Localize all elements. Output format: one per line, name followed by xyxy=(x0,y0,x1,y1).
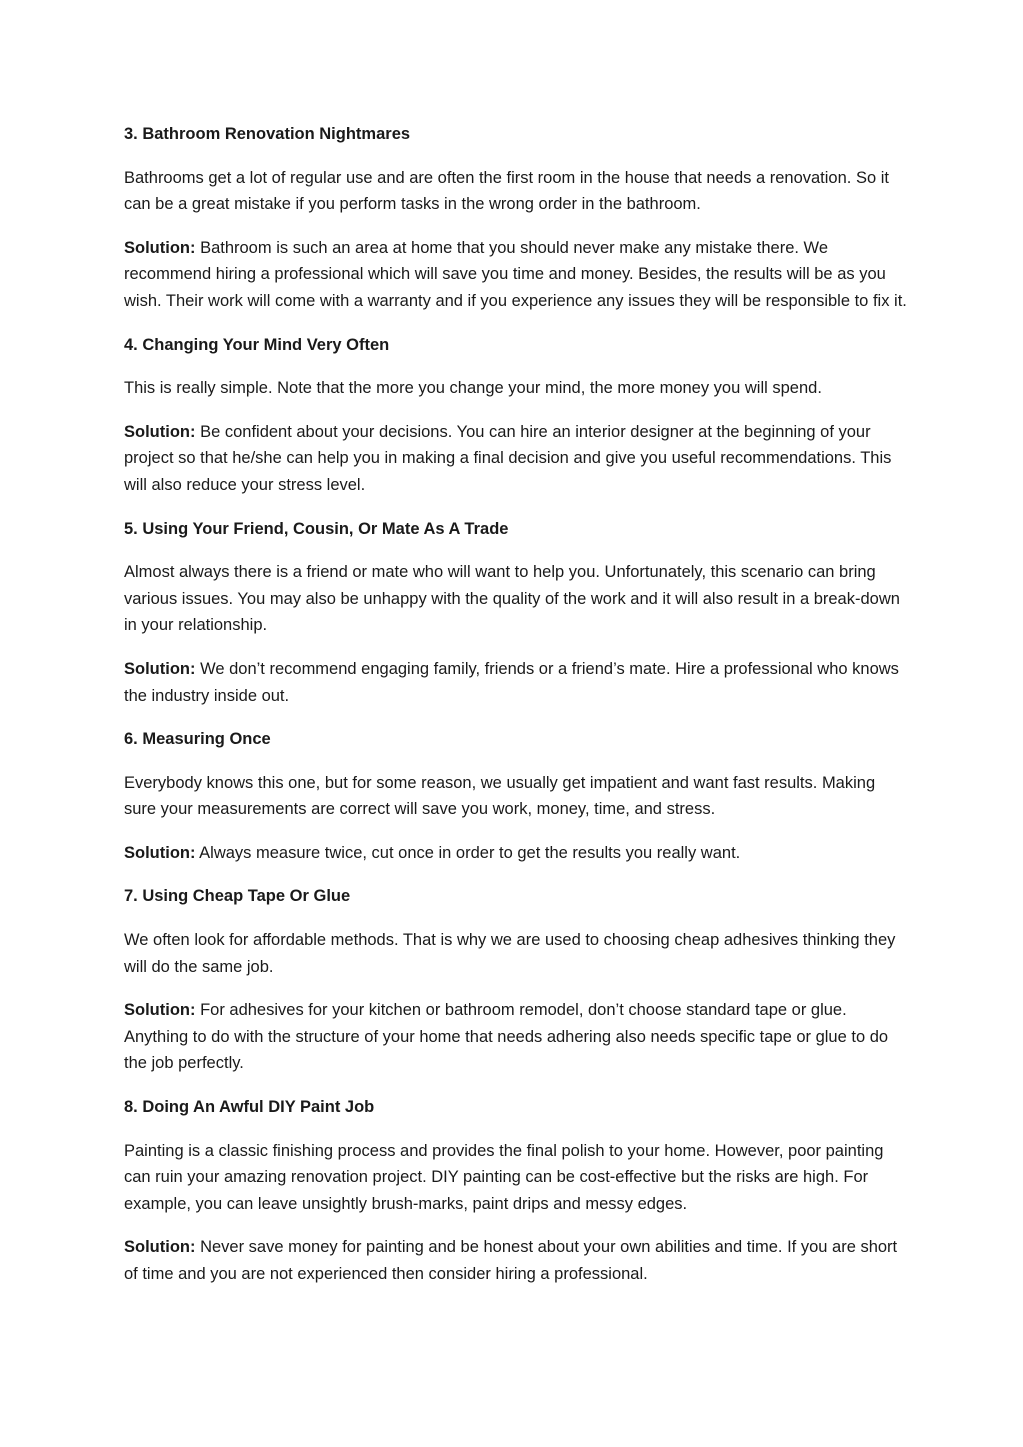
section-solution xyxy=(124,419,909,499)
solution-label: Solution: xyxy=(124,1001,196,1020)
solution-text: Bathroom is such an area at home that you should never make any mistake there. We recommend hiring a professional which will save you time and money. Besides, the results will be as you wish. Their work will come with a warranty and if you experience any issues they will be responsible to fix it. xyxy=(124,238,907,310)
solution-label: Solution: xyxy=(124,1238,196,1257)
section-changing-mind xyxy=(124,332,909,499)
solution-text: We don’t recommend engaging family, friends or a friend’s mate. Hire a professional who knows the industry inside out. xyxy=(124,659,899,705)
section-solution xyxy=(124,235,909,315)
section-body: Almost always there is a friend or mate who will want to help you. Unfortunately, this scenario can bring various issues. You may also be unhappy with the quality of the work and it will also result in a break-down in your relationship. xyxy=(124,563,900,635)
section-body: Everybody knows this one, but for some reason, we usually get impatient and want fast results. Making sure your measurements are correct will save you work, money, time, and stress. xyxy=(124,773,876,819)
section-body: We often look for affordable methods. That is why we are used to choosing cheap adhesives thinking they will do the same job. xyxy=(124,931,896,976)
solution-text: Never save money for painting and be honest about your own abilities and time. If you are short of time and you are not experienced then consider hiring a professional. xyxy=(124,1238,898,1283)
section-solution xyxy=(124,840,909,867)
section-cheap-tape xyxy=(124,883,909,1077)
section-heading: 8. Doing An Awful DIY Paint Job xyxy=(124,1098,375,1117)
section-using-friend xyxy=(124,516,909,710)
section-body: Bathrooms get a lot of regular use and are often the first room in the house that needs a renovation. So it can be a great mistake if you perform tasks in the wrong order in the bathroom. xyxy=(124,168,889,214)
section-heading: 4. Changing Your Mind Very Often xyxy=(124,335,390,354)
document-page xyxy=(124,121,909,1305)
solution-label: Solution: xyxy=(124,238,196,257)
solution-text: For adhesives for your kitchen or bathroom remodel, don’t choose standard tape or glue. Anything to do with the structure of your home that needs adhering also needs specific tape or glue to do the job perfectly. xyxy=(124,1001,889,1073)
section-heading: 6. Measuring Once xyxy=(124,730,271,749)
solution-text: Always measure twice, cut once in order to get the results you really want. xyxy=(195,843,741,862)
section-heading: 7. Using Cheap Tape Or Glue xyxy=(124,887,351,906)
section-heading: 3. Bathroom Renovation Nightmares xyxy=(124,125,411,143)
section-body: Painting is a classic finishing process and provides the final polish to your home. However, poor painting can ruin your amazing renovation project. DIY painting can be cost-effective but the risks are high. For example, you can leave unsightly brush-marks, paint drips and messy edges. xyxy=(124,1141,884,1213)
solution-text: Be confident about your decisions. You can hire an interior designer at the beginning of your project so that he/she can help you in making a final decision and give you useful recommendations. This will also reduce your stress level. xyxy=(124,422,892,494)
solution-label: Solution: xyxy=(124,843,196,862)
section-measuring-once xyxy=(124,726,909,866)
section-solution xyxy=(124,656,909,709)
solution-label: Solution: xyxy=(124,659,196,678)
section-heading: 5. Using Your Friend, Cousin, Or Mate As A Trade xyxy=(124,519,509,538)
section-solution xyxy=(124,997,909,1077)
section-diy-paint xyxy=(124,1094,909,1288)
solution-label: Solution: xyxy=(124,422,196,441)
section-body: This is really simple. Note that the more you change your mind, the more money you will spend. xyxy=(124,379,822,398)
section-bathroom-renovation xyxy=(124,121,909,315)
section-solution xyxy=(124,1234,909,1287)
